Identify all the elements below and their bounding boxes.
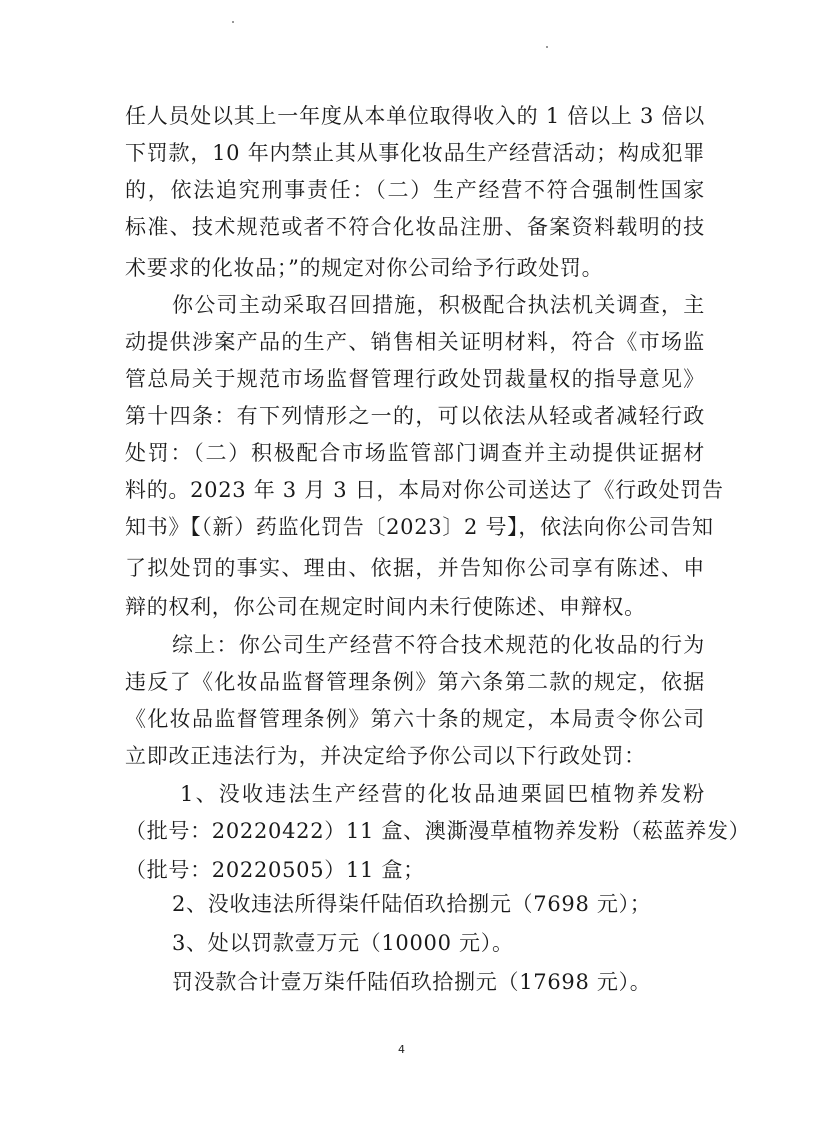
paragraph-line: 术要求的化妆品；”的规定对你公司给予行政处罚。 [125, 256, 604, 280]
list-item-line: （批号：20220422）11 盒、澳澌漫草植物养发粉（菘蓝养发） [125, 819, 751, 843]
paragraph-line: 知书》【（新）药监化罚告〔2023〕2 号】，依法向你公司告知 [125, 515, 714, 539]
list-item-line: 1、没收违法生产经营的化妆品迪栗囸巴植物养发粉 [180, 782, 705, 806]
page-number: 4 [398, 1043, 405, 1056]
paragraph-line: 标准、技术规范或者不符合化妆品注册、备案资料载明的技 [125, 215, 705, 239]
paragraph-line: 动提供涉案产品的生产、销售相关证明材料，符合《市场监 [125, 330, 705, 354]
paragraph-line: 处罚：（二）积极配合市场监管部门调查并主动提供证据材 [125, 441, 705, 465]
paragraph-line: 任人员处以其上一年度从本单位取得收入的 1 倍以上 3 倍以 [125, 104, 705, 128]
paragraph-line: 《化妆品监督管理条例》第六十条的规定，本局责令你公司 [125, 707, 705, 731]
paragraph-line: 的，依法追究刑事责任：（二）生产经营不符合强制性国家 [125, 178, 705, 202]
paragraph-line: 辩的权利，你公司在规定时间内未行使陈述、申辩权。 [125, 595, 646, 619]
list-item-line: 3、处以罚款壹万元（10000 元）。 [172, 931, 514, 955]
paragraph-line: 下罚款，10 年内禁止其从事化妆品生产经营活动；构成犯罪 [125, 141, 705, 165]
list-item-line: （批号：20220505）11 盒； [125, 858, 425, 882]
paragraph-line: 你公司主动采取召回措施，积极配合执法机关调查，主 [172, 293, 705, 317]
list-item-line: 2、没收违法所得柒仟陆佰玖拾捌元（7698 元）； [172, 892, 652, 916]
scan-speck [546, 46, 548, 48]
paragraph-line: 料的。2023 年 3 月 3 日，本局对你公司送达了《行政处罚告 [125, 478, 724, 502]
paragraph-line: 立即改正违法行为，并决定给予你公司以下行政处罚： [125, 744, 646, 768]
paragraph-line: 综上：你公司生产经营不符合技术规范的化妆品的行为 [172, 633, 705, 657]
paragraph-line: 违反了《化妆品监督管理条例》第六条第二款的规定，依据 [125, 670, 705, 694]
paragraph-line: 管总局关于规范市场监督管理行政处罚裁量权的指导意见》 [125, 367, 705, 391]
paragraph-line: 第十四条：有下列情形之一的，可以依法从轻或者减轻行政 [125, 404, 705, 428]
scan-speck [232, 21, 234, 23]
paragraph-line: 了拟处罚的事实、理由、依据，并告知你公司享有陈述、申 [125, 556, 705, 580]
summary-line: 罚没款合计壹万柒仟陆佰玖拾捌元（17698 元）。 [172, 970, 652, 994]
